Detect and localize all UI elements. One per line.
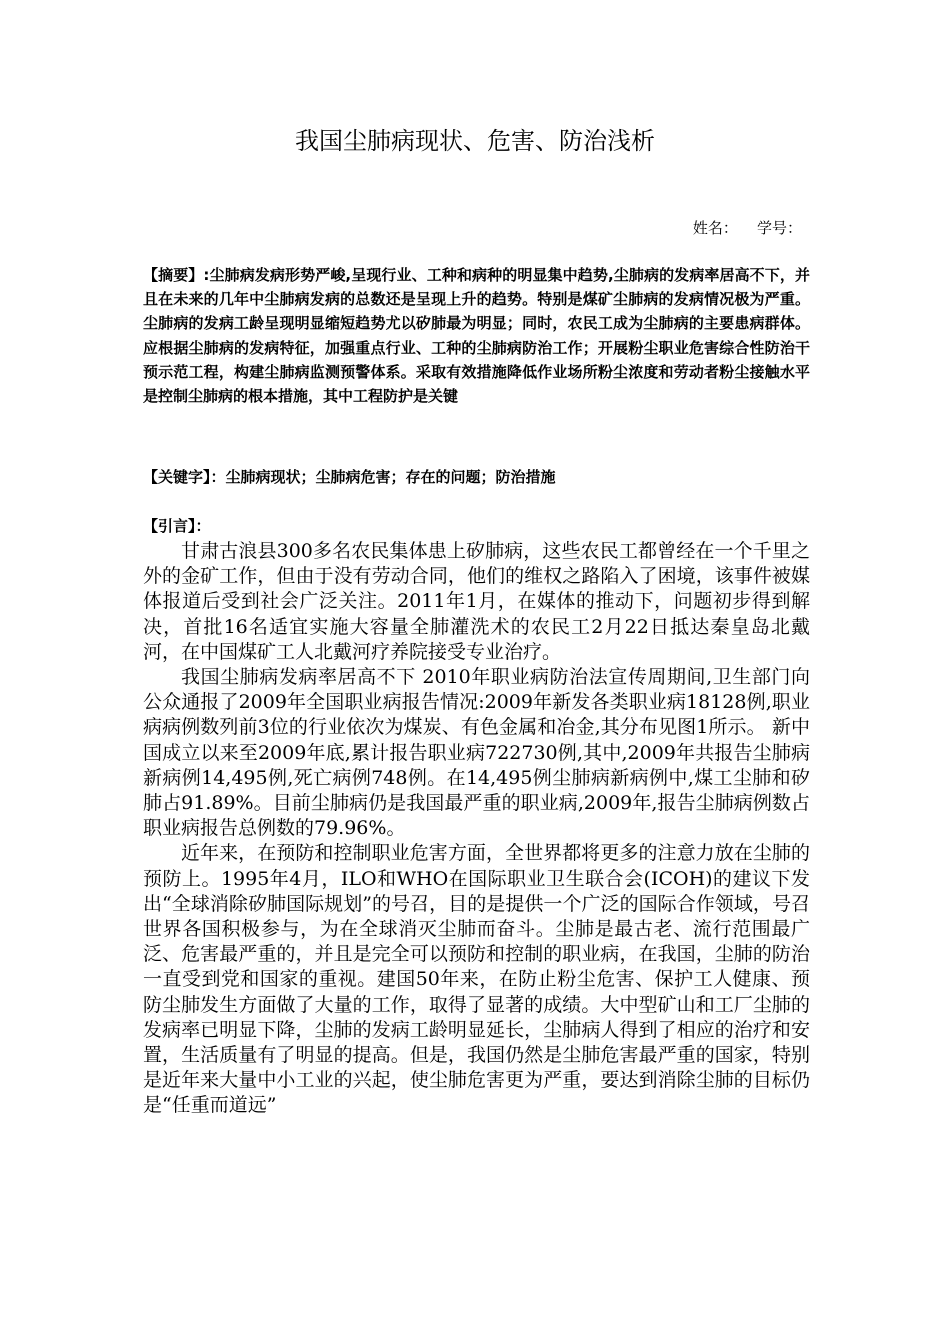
intro-body xyxy=(143,539,810,1119)
body-paragraph: 近年来，在预防和控制职业危害方面，全世界都将更多的注意力放在尘肺的预防上。1995年4月，ILO和WHO在国际职业卫生联合会(ICOH)的建议下发出“全球消除矽肺国际规划”的号召，目的是提供一个广泛的国际合作领域，号召世界各国积极参与，为在全球消灭尘肺而奋斗。尘肺是最古老、流行范围最广泛、危害最严重的，并且是完全可以预防和控制的职业病，在我国，尘肺的防治一直受到党和国家的重视。建国50年来，在防止粉尘危害、保护工人健康、预防尘肺发生方面做了大量的工作，取得了显著的成绩。大中型矿山和工厂尘肺的发病率已明显下降，尘肺的发病工龄明显延长，尘肺病人得到了相应的治疗和安置，生活质量有了明显的提高。但是，我国仍然是尘肺危害最严重的国家，特别是近年来大量中小工业的兴起，使尘肺危害更为严重，要达到消除尘肺的目标仍是“任重而道远” xyxy=(143,842,810,1117)
document-title: 我国尘肺病现状、危害、防治浅析 xyxy=(295,127,655,155)
author-line: 姓名： 学号： xyxy=(692,219,802,237)
body-paragraph: 甘肃古浪县300多名农民集体患上矽肺病，这些农民工都曾经在一个千里之外的金矿工作，但由于没有劳动合同，他们的维权之路陷入了困境，该事件被媒体报道后受到社会广泛关注。2011年1月，在媒体的推动下，问题初步得到解决，首批16名适宜实施大容量全肺灌洗术的农民工2月22日抵达秦皇岛北戴河，在中国煤矿工人北戴河疗养院接受专业治疗。 xyxy=(143,540,810,663)
keywords-line: 【关键字】：尘肺病现状；尘肺病危害；存在的问题；防治措施 xyxy=(143,468,556,486)
abstract-paragraph: 【摘要】:尘肺病发病形势严峻,呈现行业、工种和病种的明显集中趋势,尘肺病的发病率居高不下，并且在未来的几年中尘肺病发病的总数还是呈现上升的趋势。特别是煤矿尘肺病的发病情况极为严重。尘肺病的发病工龄呈现明显缩短趋势尤以矽肺最为明显；同时，农民工成为尘肺病的主要患病群体。应根据尘肺病的发病特征，加强重点行业、工种的尘肺病防治工作；开展粉尘职业危害综合性防治干预示范工程，构建尘肺病监测预警体系。采取有效措施降低作业场所粉尘浓度和劳动者粉尘接触水平是控制尘肺病的根本措施，其中工程防护是关键 xyxy=(143,266,810,406)
intro-heading: 【引言】： xyxy=(143,517,211,535)
body-paragraph: 我国尘肺病发病率居高不下 2010年职业病防治法宣传周期间,卫生部门向公众通报了2009年全国职业病报告情况:2009年新发各类职业病18128例,职业病病例数列前3位的行业依次为煤炭、有色金属和冶金,其分布见图1所示。 新中国成立以来至2009年底,累计报告职业病722730例,其中,2009年共报告尘肺病新病例14,495例,死亡病例748例。在14,495例尘肺病新病例中,煤工尘肺和矽肺占91.89%。目前尘肺病仍是我国最严重的职业病,2009年,报告尘肺病例数占职业病报告总例数的79.96%。 xyxy=(143,666,810,840)
